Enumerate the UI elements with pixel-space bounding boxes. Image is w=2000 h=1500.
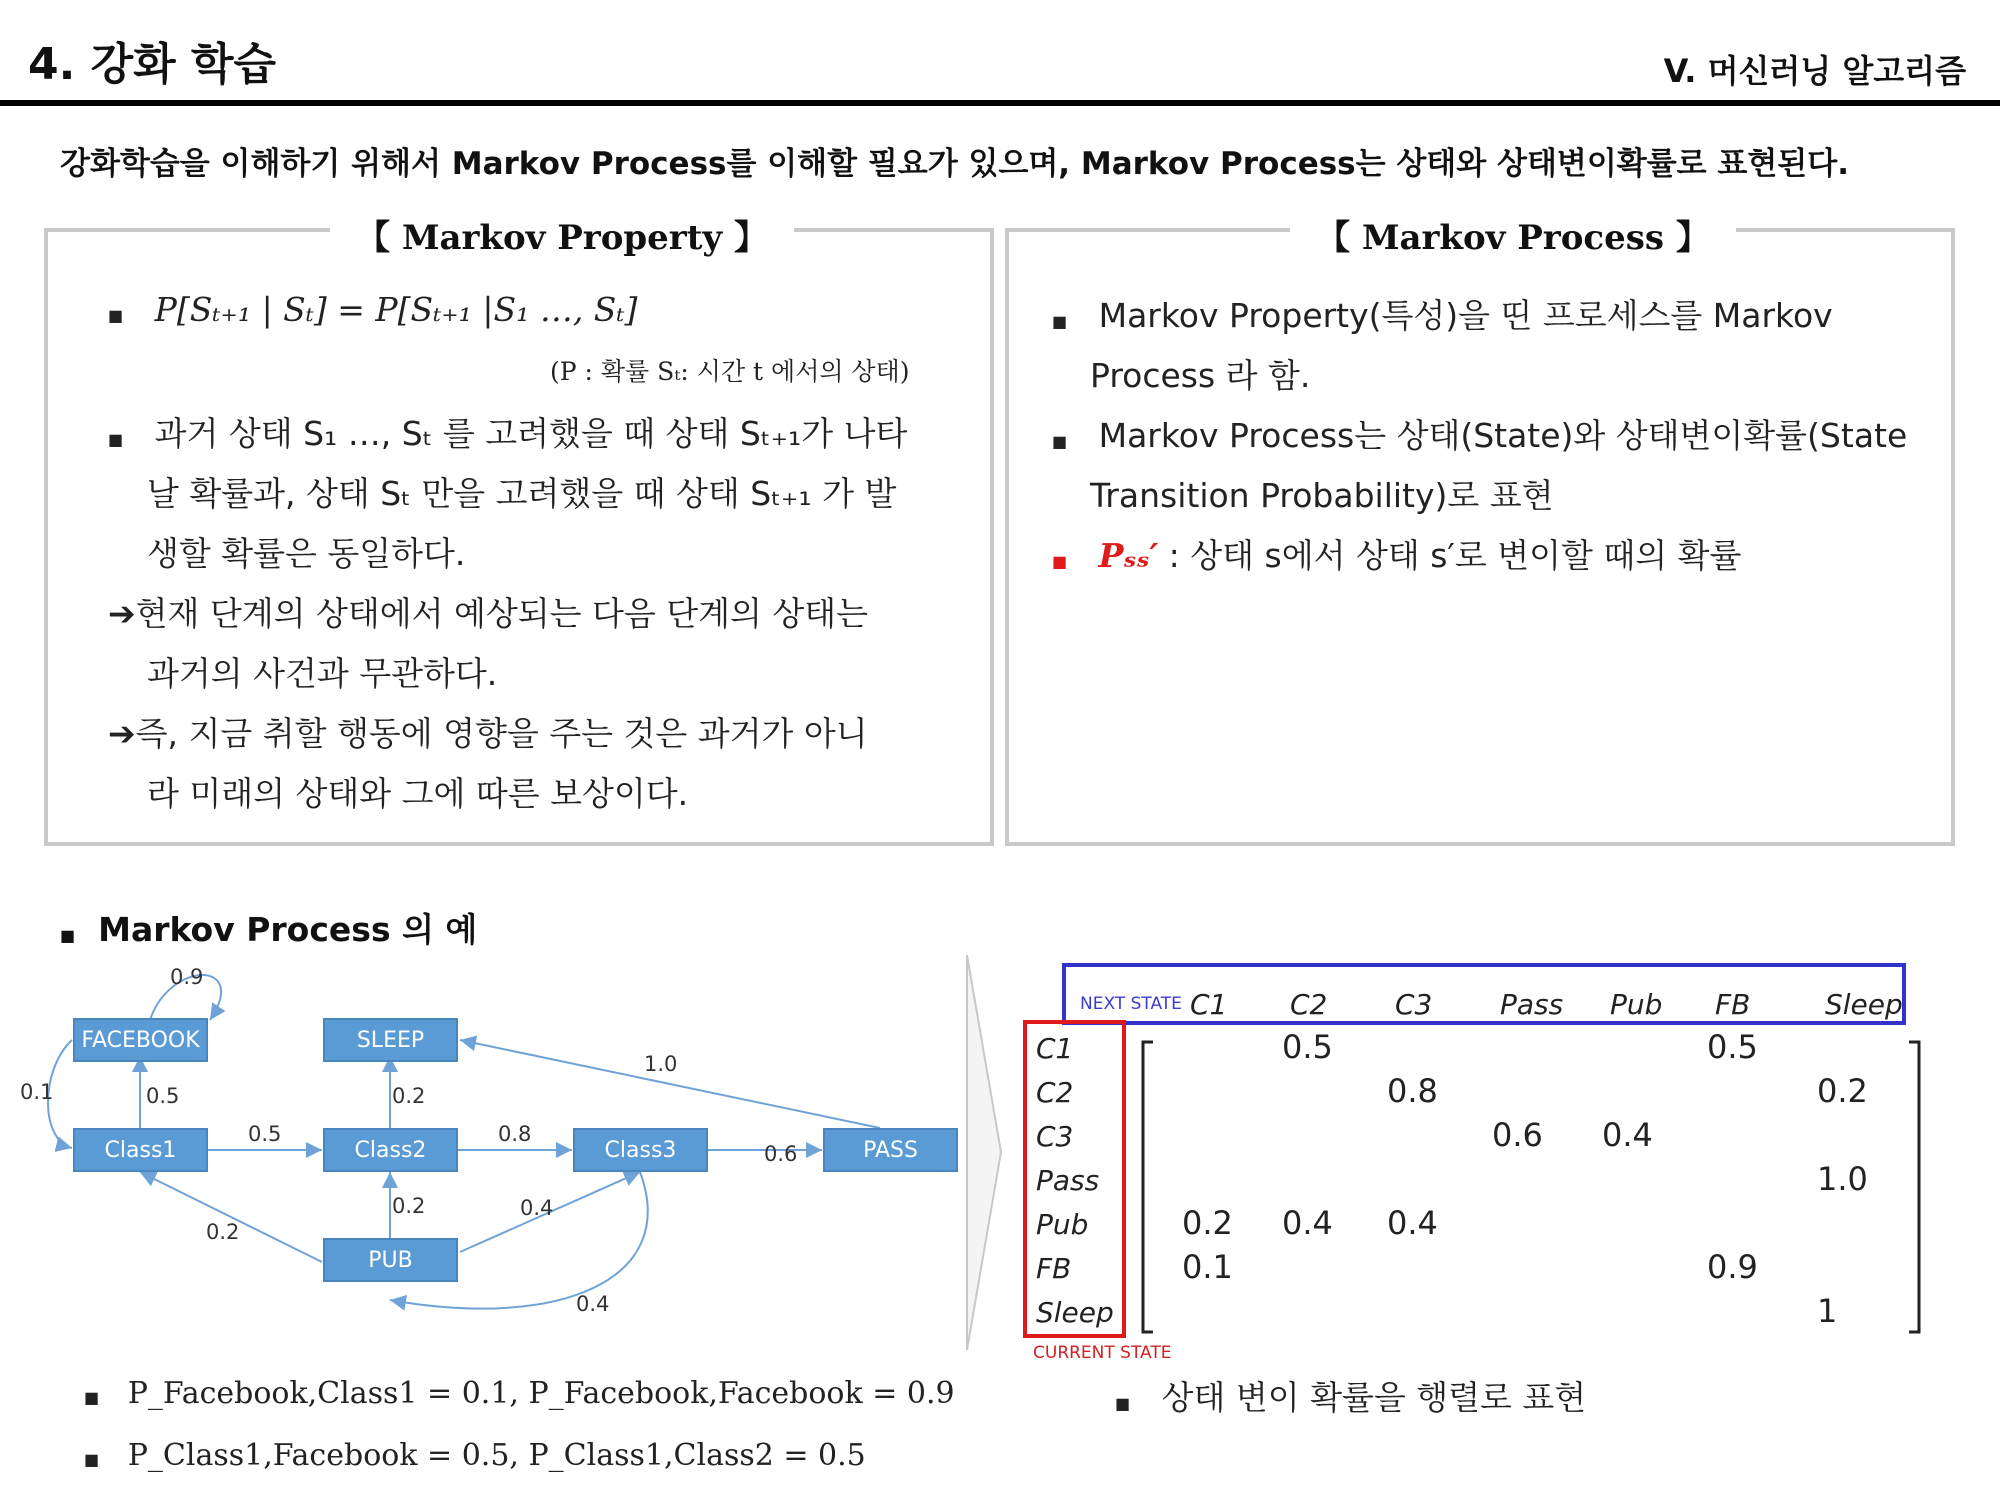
bullet-icon: ■ — [84, 1450, 100, 1469]
matrix-cell: 0.4 — [1602, 1116, 1653, 1154]
next-state-box — [1062, 963, 1906, 1025]
property-line-6: ➔즉, 지금 취할 행동에 영향을 주는 것은 과거가 아니 — [108, 714, 868, 753]
matrix-column-header: C1 — [1190, 988, 1228, 1021]
intro-text: 강화학습을 이해하기 위해서 Markov Process를 이해할 필요가 있으며, Markov Process는 상태와 상태변이확률로 표현된다. — [60, 146, 1849, 182]
edge-label: 0.6 — [764, 1142, 798, 1166]
matrix-column-header: Sleep — [1825, 988, 1903, 1021]
transition-symbol: Pₛₛ′ — [1098, 536, 1159, 575]
property-line-5: 과거의 사건과 무관하다. — [147, 654, 498, 693]
edge-pub-class1 — [140, 1172, 322, 1262]
graph-node-class3: Class3 — [573, 1128, 708, 1172]
arrow-right-icon: ➔ — [108, 714, 136, 753]
matrix-column-header: Pass — [1500, 988, 1564, 1021]
section-title: V. 머신러닝 알고리즘 — [1663, 52, 1966, 90]
matrix-cell: 1 — [1817, 1292, 1838, 1330]
edge-label: 0.2 — [206, 1220, 240, 1244]
edge-label: 0.4 — [520, 1196, 554, 1220]
edge-label: 1.0 — [644, 1052, 678, 1076]
property-line-4: ➔현재 단계의 상태에서 예상되는 다음 단계의 상태는 — [108, 594, 869, 633]
transition-definition: : 상태 s에서 상태 s′로 변이할 때의 확률 — [1158, 536, 1742, 575]
matrix-cell: 0.5 — [1282, 1028, 1333, 1066]
matrix-column-header: C3 — [1395, 988, 1433, 1021]
bullet-icon: ■ — [108, 306, 124, 325]
page-title: 4. 강화 학습 — [28, 39, 276, 90]
next-state-label: NEXT STATE — [1080, 994, 1182, 1014]
markov-formula: P[Sₜ₊₁ | Sₜ] = P[Sₜ₊₁ |S₁ …, Sₜ] — [154, 290, 638, 329]
markov-property-title: 【 Markov Property 】 — [330, 210, 794, 259]
bullet-icon: ■ — [84, 1388, 100, 1407]
graph-node-class1: Class1 — [73, 1128, 208, 1172]
process-line-5 — [1052, 530, 1741, 577]
matrix-cell: 0.4 — [1282, 1204, 1333, 1242]
matrix-row-header: C1 — [1036, 1032, 1074, 1065]
process-line-3: ■ Markov Process는 상태(State)와 상태변이확률(State — [1052, 416, 1908, 455]
matrix-brackets — [1135, 1040, 1935, 1340]
matrix-cell: 0.4 — [1387, 1204, 1438, 1242]
formula-line — [108, 290, 637, 329]
matrix-cell: 0.1 — [1182, 1248, 1233, 1286]
matrix-cell: 1.0 — [1817, 1160, 1868, 1198]
edge-label: 0.5 — [248, 1122, 282, 1146]
bullet-icon: ■ — [1052, 432, 1068, 451]
matrix-cell: 0.6 — [1492, 1116, 1543, 1154]
matrix-row-header: Pass — [1036, 1164, 1100, 1197]
example-heading: ■ Markov Process 의 예 — [60, 910, 478, 949]
graph-node-class2: Class2 — [323, 1128, 458, 1172]
matrix-cell: 0.8 — [1387, 1072, 1438, 1110]
matrix-column-header: Pub — [1610, 988, 1663, 1021]
formula-2-line — [84, 1438, 866, 1473]
graph-node-pub: PUB — [323, 1238, 458, 1282]
process-line-4: Transition Probability)로 표현 — [1090, 476, 1554, 515]
current-state-label: CURRENT STATE — [1033, 1343, 1172, 1363]
bullet-icon: ■ — [1115, 1394, 1131, 1413]
property-line-2: 날 확률과, 상태 Sₜ 만을 고려했을 때 상태 Sₜ₊₁ 가 발 — [147, 474, 897, 513]
matrix-row-header: Sleep — [1036, 1296, 1114, 1329]
property-line-1: ■ 과거 상태 S₁ …, Sₜ 를 고려했을 때 상태 Sₜ₊₁가 나타 — [108, 414, 908, 453]
edge-label: 0.1 — [20, 1080, 54, 1104]
edge-label: 0.8 — [498, 1122, 532, 1146]
process-line-2: Process 라 함. — [1090, 356, 1311, 395]
matrix-row-header: Pub — [1036, 1208, 1089, 1241]
edge-label: 0.2 — [392, 1084, 426, 1108]
edge-label: 0.5 — [146, 1084, 180, 1108]
formula-1-line — [84, 1376, 955, 1411]
matrix-row-header: C2 — [1036, 1076, 1074, 1109]
arrow-right-icon: ➔ — [108, 594, 136, 633]
matrix-caption-line — [1115, 1372, 1586, 1419]
matrix-cell: 0.9 — [1707, 1248, 1758, 1286]
markov-process-title: 【 Markov Process 】 — [1290, 210, 1736, 259]
chevron-right-icon — [965, 955, 1005, 1350]
edge-label: 0.2 — [392, 1194, 426, 1218]
bullet-icon: ■ — [60, 926, 76, 945]
matrix-row-header: FB — [1036, 1252, 1072, 1285]
bullet-icon: ■ — [1052, 312, 1068, 331]
matrix-cell: 0.2 — [1817, 1072, 1868, 1110]
formula-2: P_Class1,Facebook = 0.5, P_Class1,Class2 = 0.5 — [127, 1438, 866, 1473]
graph-node-sleep: SLEEP — [323, 1018, 458, 1062]
matrix-cell: 0.5 — [1707, 1028, 1758, 1066]
graph-node-facebook: FACEBOOK — [73, 1018, 208, 1062]
graph-node-pass: PASS — [823, 1128, 958, 1172]
property-line-7: 라 미래의 상태와 그에 따른 보상이다. — [147, 774, 689, 813]
matrix-column-header: FB — [1715, 988, 1751, 1021]
process-line-1: ■ Markov Property(특성)을 띤 프로세스를 Markov — [1052, 296, 1833, 335]
formula-note: (P : 확률 Sₜ: 시간 t 에서의 상태) — [550, 357, 910, 386]
bullet-icon: ■ — [1052, 552, 1068, 571]
header-divider — [0, 100, 2000, 106]
bullet-icon: ■ — [108, 430, 124, 449]
matrix-caption: 상태 변이 확률을 행렬로 표현 — [1161, 1378, 1587, 1417]
matrix-cell: 0.2 — [1182, 1204, 1233, 1242]
property-line-3: 생할 확률은 동일하다. — [147, 534, 466, 573]
edge-label: 0.9 — [170, 965, 204, 989]
formula-1: P_Facebook,Class1 = 0.1, P_Facebook,Facebook = 0.9 — [127, 1376, 955, 1411]
matrix-row-header: C3 — [1036, 1120, 1074, 1153]
matrix-column-header: C2 — [1290, 988, 1328, 1021]
edge-label: 0.4 — [576, 1292, 610, 1316]
